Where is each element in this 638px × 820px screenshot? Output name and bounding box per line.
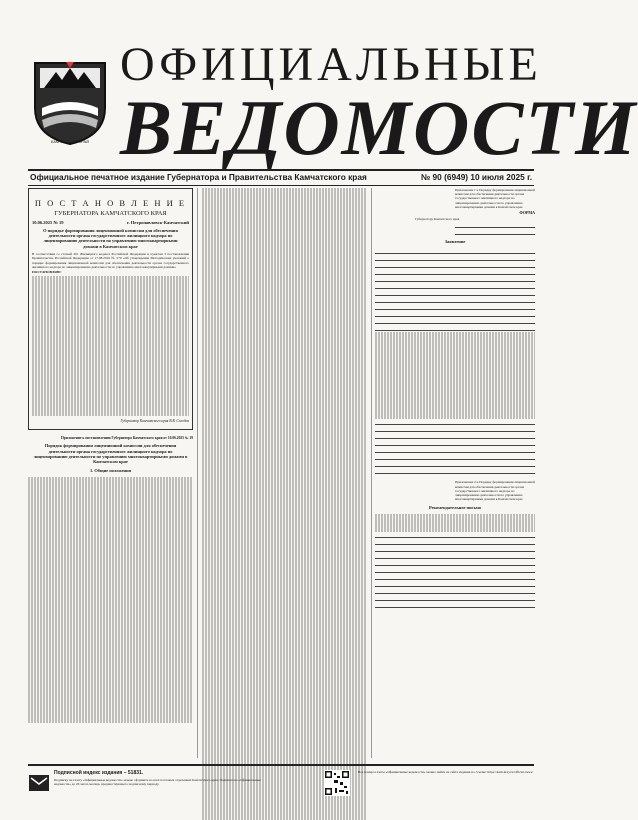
column-3 [375,188,535,609]
subtitle-bar [28,169,534,186]
footer [28,764,534,800]
publication-subtitle: Официальное печатное издание Губернатора и Правительства Камчатского края [30,172,367,182]
procedure-title: Порядок формирования лицензионной комиссии для обеспечения деятельности органа государственного жилищного надзора по лицензированию деятельности по управлению многоквартирными домами в Камчатском крае [33,443,188,464]
decree-date: 10.06.2025 № 19 [32,220,64,225]
online-archive-text: Все номера газеты «Официальные ведомости» можно найти на сайте издания по ссылке: https://kam-kray.ru/official-news/ [358,770,534,774]
application-form-fields [375,248,535,475]
column-1 [28,188,193,723]
decree-signature: Губернатор Камчатского края В.В. Солодов [120,419,189,424]
column-divider [371,188,372,758]
decree-dateline [32,220,189,225]
decree-postanovlyayu: ПОСТАНОВЛЯЮ: [32,270,62,275]
masthead-title-bottom: ВЕДОМОСТИ [120,84,638,171]
logo-caption: КАМЧАТСКИЙ КРАЙ [50,139,90,144]
qr-code-icon [324,770,350,796]
decree-intro: В соответствии со статьей 201 Жилищного кодекса Российской Федерации и пунктом 3 постановления Правительства Российской Федерации от 17.08.2016 № 570 «Об утверждении Методических указаний о порядке формирования лицензионной комиссии для обеспечения деятельности органа государственного жилищного надзора по лицензированию деятельности по управлению многоквартирными домами» [32,251,189,270]
column-divider [197,188,198,758]
recommendation-form-fields [375,514,535,608]
decree-title: О порядке формирования лицензионной комиссии для обеспечения деятельности органа государственного жилищного надзора по лицензированию деятельности по управлению многоквартирными домами в Камчатском крае [43,228,178,249]
column-2 [202,188,367,820]
masthead-title-top: ОФИЦИАЛЬНЫЕ [120,38,542,91]
procedure-body-text [28,477,193,723]
addressee: Губернатору Камчатского края [415,217,460,222]
subscription-text: Подписку на газету «Официальные ведомости» можно оформить во всех почтовых отделениях Камчатского края. Подписка на «Официальные ведомости» до 26 числа месяца, предшествующего подписному периоду. [54,778,261,787]
kamchatka-coat-of-arms-icon [30,58,110,146]
decree-org: ГУБЕРНАТОРА КАМЧАТСКОГО КРАЯ [54,210,167,217]
application-title: Заявление [444,238,466,244]
appendix-note: Приложение к постановлению Губернатора Камчатского края от 10.06.2025 № 19 [61,436,193,441]
decree-heading: П О С Т А Н О В Л Е Н И Е [34,198,187,208]
form-label: ФОРМА [519,210,535,216]
section-general: 1. Общие положения [89,468,131,474]
recommendation-title: Рекомендательное письмо [428,505,482,511]
column-2-body-text [202,188,367,820]
issue-number: № 90 (6949) 10 июля 2025 г. [421,172,532,182]
masthead [0,0,638,171]
subscription-index: Подписной индекс издания – 51831. [54,770,144,776]
appendix-2-note: Приложение 2 к Порядку формирования лицензионной комиссии для обеспечения деятельности органа государственного жилищного надзора по лицензированию деятельности по управлению многоквартирными домами в Камчатском крае [455,480,535,502]
decree-city: г. Петропавловск-Камчатский [127,220,189,225]
decree-box [28,188,193,430]
subscription-icon [28,772,50,794]
decree-body-text [32,276,189,417]
appendix-1-note: Приложение 1 к Порядку формирования лицензионной комиссии для обеспечения деятельности органа государственного жилищного надзора по лицензированию деятельности по управлению многоквартирными домами в Камчатском крае [455,188,535,209]
